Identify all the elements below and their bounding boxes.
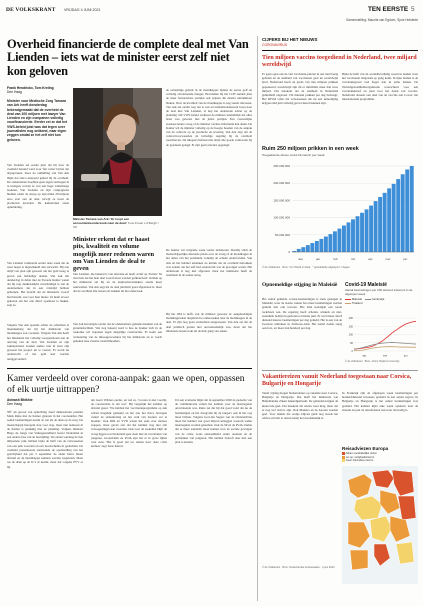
y-tick-label: 100 [348,333,353,337]
section-name: TEN EERSTE [368,6,409,13]
bar [392,184,396,252]
europe-map [342,466,418,584]
map-source: © de Volkskrant · Bron: Nederlandse Ambassades · 4 juni 2021 [262,566,335,569]
vaccine-chart-subtitle: Toegediende doses covid-19-vaccin per week [262,153,325,157]
corona-body-b: Bijna de helft van de wereldbevolking woont in landen waar het vaccineren langzaam op gang komt. In rijke landen is de vaccinatiegraad veel hoger dan in arme landen. De Wereldgezondheidsorganisatie waarschuwt voor een vaccinatiekloof en pleit voor het delen van vaccins. Nederland doneert een deel van de vaccins aan Covax, het internationale programma. [342,72,418,102]
lead-body-1: Van Lienden zei eerder juist dat hij door de overheid betaald werd voor 'fair value' bij het dat afgesproken. Door de onthulling van Van Ark blijkt dat risico uiteraard geheel bij de overheid. De ondernemers hoefden geen eigen vermogen in te brengen, terwijl ze wel een hoge winstmarge boekten. Van Lienden en zijn compagnons hielden onder de streep op zijn minst 28 miljoen euro over aan de deal, terwijl ze nooit de producten leverden. De kamerleden eisen opheldering. [7,163,69,210]
bar [410,166,414,252]
photo-caption-credit: Foto Freek v.d Bergh / VK [73,220,159,229]
lead-col3-body-3: Bij het OM is hoffs van de minister geweest de aangekondigde mondkapjesdeal uitgebreid te onderzoeken naar de mondkapjes in de deal. Er zijn nog geen verdachten aangewezen. Van Ark zei dat de deal juridisch gezien niet onoverkomelijk was, maar dat het ministerie lessen trekt uit de hele gang van zaken. [166,312,252,333]
bar [310,243,314,252]
x-tick-label: mei [382,354,388,358]
bottom-headline: Kamer verdeeld over corona-aanpak: gaan we open, oppassen of elk uurtje uittrappen? [7,373,245,395]
credits: Samenstelling: Maurits van Egdom, Sjors Hofstede [346,18,418,22]
bar [319,239,323,252]
lead-body-4: Van Lienden, die bekend is van televisie en heeft actief op Twitter: 'Ik vind niet dat het hele deal vooraf moet worden gefinancierd'. Kritiek op het ministerie zal hij en de kapitaalverstrekkers steeds meer aanzwellen. Van Ark zegt dat de deal juridisch goed afgesloten is, maar dat de overheid alle lessen zal trekken uit het onderzoek. [73,272,162,293]
legend-maleisie: Maleisië [351,297,363,302]
bar [315,241,319,252]
vaccine-bar-chart [262,162,418,264]
malaysia-body: Het aantal gemelde corona-besmettingen is sterk gestegen in Maleisië, waar de laatste weken fors meer besmettingen werden gemeld dan ooit tevoren. Het land kondigde een totale lockdown aan. De regering heeft scholen, winkels en niet-essentiële bedrijven gesloten tot medio juni. Er werd meer dan 8 duizend nieuwe besmettingen per dag gemeld. Het is een van de zwaarste uitbraken in Zuidoost-Azië. Het aantal doden steeg ook fors, tot meer dan honderd per dag. [262,297,342,331]
bar [387,188,391,252]
y-tick-label: 100.000.000 [273,215,290,220]
x-tick-label: mrt [350,257,356,261]
lead-col3-body-2: De Kamer wil volgende week verder debatteren. Daarbij vindt de maatschappelijke discussie plaats over de vraag of de mondkapjes in het debat van het parlement volledig de schade ondervonden. Van Ark en het kabinet erkennen de kritiek dat de overheid betrokken was zonder dat het zelf had onderzocht wat de gevolgen waren. Het onderzoek is nog niet afgerond, maar het ministerie heeft de resultaten in de zomer terug. [166,248,252,278]
map-swatch-red [342,452,345,455]
lead-intro: Minister voor Medische Zorg Tamara van Ark heeft donderdag bekendgemaakt dat de overheid de deal van 100 miljoen met lawyer Van Lienden en zijn companen volledig voorfinancierde. Eerder zei ze dat het VWS-beleid juist was dat tegen over journalisten nog ontkend, naar eigen zeggen omdat ze het zelf niet kon geloven. [7,99,68,142]
paper-date: VRIJDAG 4 JUNI 2021 [64,8,101,12]
corona-rule [262,50,418,51]
y-tick-label: 150.000.000 [273,198,290,203]
legend-thailand: Thailand [351,301,363,306]
map-swatch-yellow [342,459,345,462]
x-tick-label: apr [368,257,373,261]
map-legend-orange: Let op: veiligheidsrisico's [345,455,375,459]
bottom-place: Den Haag [7,402,22,407]
y-tick-label: 250.000.000 [273,164,290,168]
malaysia-legend [345,297,418,305]
x-tick-label: jun [403,354,408,358]
malaysia-chart [345,282,418,366]
lead-body-3: Volgens Van Ark speelde achter de schermen al maandenlang dat hij het ministerie van mondkapjes zou voorzien. Volgens Van Ark heeft het ministerie het volledig voorgeschoten aan de omvang van de deal. Van Lienden en zijn zakenpartners zouden anders niet in staat zijn geweest het project uit te voeren. Er wordt nu onderzocht of het geld kan worden teruggevorderd. [7,323,69,361]
bottom-col3: Uit een evaluatie blijkt dat in september 2020 de gedeelte van de communicatie vanuit het kabinet over de maatregelen onvoldoende was. Rutte zei dat hij dat goed vond dat nu de beslissingen en het draagvlak bij de burgers ook in het oog moet blijven. Volgens Gert-Jan Segers van de ChristenUnie moet het kabinet wel goed blijven uitleggen waarom welke maatregelen worden genomen. Ook de SP en de PvdA vinden dat er meer aandacht moet komen voor de sociale gevolgen van de crisis, zoals eenzaamheid onder ouderen en de problemen van jongeren. Het kabinet belooft daar met een plan te komen. [175,398,252,445]
bar [383,193,387,252]
malaysia-chart-subtitle: Aantal besmettingen per 100 duizend inwoners in de afgelopen week [345,288,413,296]
map-legend-red: Alleen noodzakelijke reizen [345,452,378,456]
x-tick-label: mei [385,257,391,261]
lead-headline: Overheid financierde de complete deal met Van Lienden – iets wat de minister eerst zelf niet kon geloven [7,37,249,78]
bar [405,169,409,252]
vacation-rule [262,370,418,371]
photo-caption-title: Minister Tamara van Ark: 'Er loopt een accountantsonderzoek naar de deal.' [73,217,130,225]
bar [378,197,382,252]
photo-caption [73,218,162,230]
bottom-col1: 'Pff' als gevoel van opluchting dreef demissionair premier Mark Rutte met de Kamer gisteren in het coronadebat. Het aantal besmettingen neemt af, net als de druk op de zorg. De maatschappij heropent stap voor stap, maar niet iedereen in de Kamer is gelukkig met de planning. Volgens minister Hugo de Jonge van Volksgezondheid bouwt Nederland in een andere fase van de bestrijding. We zetten vandaag de tien miljoenste prik, hebben bijna de helft van de volwassenen van een prik voorzien en een boostschema in gedachten. De overheid presenteerde aanstaande de openstelling van het gastvrijheid dat per 5 september de ander halve meter afstand en de mondkapjes kunnen worden losgelaten. Maar toe de druk op de IC's af neemt, moet dat volgens PVV er bij. [7,410,83,469]
x-tick-label: dec [298,257,304,261]
bar [347,222,351,252]
lead-place: Den Haag [7,90,22,95]
bar [301,247,305,252]
minister-photo-art [73,88,162,216]
lead-col3-body-1: de eenzeldige gebrek in de mondkapjes tijdens de eerste golf en volledig onvoldoende marges. Bovendien bij het LCH stelden juist de meer betrouwbare partijen ook prijzen die daarna onbruikbaar bleken. Over de kwaliteit van de mondkapjes is nog steeds discussie. Van Ark zei eerder nog dat er een accountantsonderzoek loopt naar de deal met Van Lienden, al liep het onderzoek achter op de planning. Dit VWS-beleid verklaart de minister uiteindelijk dat alles beter was geweest met de juiste partijen. Een vrouwelijke staatssecretaris vroeg of de minister verdere informatie kan delen. De Kamer wil de minister volledig op de hoogte houden van de aanpak van de controle op de productie en levering. Van Ark zegt dat de contractvoorwaarden de volledige regeling bij de overheid toeschreven. De inkopers hebben niet altijd alle goede contracten bij de goederen gelegd. Er zijn geen sancties opgelegd. [166,88,252,147]
lead-authors: Frank Hendrickx, Tom Kreling [7,86,54,90]
page-number: 5 [411,6,415,13]
corona-body-a: Er gaan ogen een de viel vaccinatie-piloten in ons land bezig gebeten en de snelheid van vaccineren gaat nu wereldwijd hard. Nederland heeft de grens van tien miljoen prikken gepasseerd, wereldwijd zijn dit er inmiddels meer dan twee miljard. Dat betekent dat de snelheid in Nederland gemiddeld ongeveer 150 duizend prikken per dag bedraagt. Het RIVM schat dat volwassenen die nu een uitnodiging krijgen eind juni volledig gevaccineerd kunnen zijn. [262,72,338,106]
bottom-byline [7,398,77,406]
corona-headline: Tien miljoen vaccins toegediend in Nederland, twee miljard wereldwijd [262,55,417,68]
paper-name: DE VOLKSKRANT [6,7,56,13]
malaysia-chart-title: Covid-19 Maleisië [345,282,387,288]
legend-swatch-maleisie [345,299,351,300]
corona-kicker [262,37,418,47]
legend-swatch-cambodja [365,299,371,300]
vacation-headline: Vakantiereizen vanuit Nederland toegestaan naar Corsica, Bulgarije en Hongarije [262,374,412,387]
bar [342,226,346,252]
minister-photo [73,88,162,216]
bar [374,201,378,252]
pull-quote: Minister erkent dat er haast pits, kwaliteit en volume mogelijk meer redenen waren om Van Lienden de deal te geven [73,236,155,273]
bar [351,219,355,252]
bar [328,234,332,252]
bar [337,229,341,252]
x-tick-label: jan [316,257,321,261]
bar [324,237,328,252]
vaccine-chart-source: © de Volkskrant · Bron: Our World in Data · * gemiddelde afgelopen 7 dagen [262,266,350,269]
column-divider [257,36,258,601]
bar [365,209,369,252]
vacation-body-a: Vanaf vrijdag mogen Nederlanders op vakantie naar Corsica, Bulgarije en Hongarije. Dat heeft het ministerie van Buitenlandse Zaken bekendgemaakt. De gebieden krijgen de kleurcode geel. Dat betekent dat reizen weer mag, maar dat er nog wel risico's zijn. Ook Madeira en de Azoren worden geel. Voor landen die oranje blijven geldt nog steeds het advies om niet te reizen tenzij het noodzakelijk is. [262,391,338,421]
travel-map-title: Reisadviezen Europa [342,446,389,451]
malaysia-chart-source: © de Volkskrant · Bron: Johns Hopkins University [345,360,400,363]
legend-swatch-thailand [345,303,351,304]
travel-map [342,446,418,596]
x-tick-label: apr [362,354,367,358]
vaccine-chart [262,146,418,274]
malaysia-line-chart [345,316,418,358]
x-tick-label: jun [403,257,408,261]
y-tick-label: 50 [350,341,353,345]
bar [401,174,405,252]
corona-kicker-sub: CORONAVIRUS [262,43,287,47]
bottom-author: Avinash Bhikhie [7,398,33,402]
bar [360,213,364,252]
y-tick-label: 150 [348,325,353,329]
travel-map-legend [342,452,418,463]
y-tick-label: 0 [351,350,353,353]
bottom-col2: der Geert Wilders eerder, en wel zo. 'Corona is niet voorbij, de coronacrisis is dat wel.' Hij vergelijkt het kabinet op afstand gezet. 'We hebben het vaccinatieprogramma op één schaal mogelijk gemaakt en het zou het risico bewegen vanuit de samenleving en het volk van bestuur ver te houden.' Ook D66 en VVD waren het eens over nieuwe stappen, maar gaven aan dat het kabinet nog niet alle versoepelingen kan overzien. Ook voor de toekomst blijft de vraag liggen wat Nederland gaat doen met de vaccinaties van jongeren. GroenLinks en PvdA zijn het er in grote lijnen over eens. 'Het is goed dat we samen door deze crisis komen,' zegt Jesse Klaver. [91,398,167,449]
vaccine-chart-title: Ruim 250 miljoen prikken in een week [262,146,359,152]
bar [306,245,310,252]
y-tick-label: 200.000.000 [273,181,290,186]
masthead [6,6,418,18]
bar [297,249,301,252]
map-legend-yellow: Geen bijzondere risico's [345,459,374,463]
malaysia-headline: Opnemeldige stijging in Maleisië [262,282,338,288]
bar [369,206,373,252]
x-tick-label: feb [333,257,338,261]
vacation-body-b: In Frankrijk zijn de afgelopen week besmettingen per honderdduizend inwoners gedaald in een aantal regio's. In Bulgarije en Hongarije is het aantal besmettingen fors gedaald. Het kabinet kijkt elke week opnieuw naar de situatie en past de reisadviezen aan waar dat nodig is. [342,391,418,412]
bar [396,179,400,252]
y-tick-label: 0 [288,250,290,254]
lead-byline [7,86,71,94]
lead-body-5: Van Ark bevestigde verder dat de ondernemers gebruik maakten van de garantiefaciliteit. Wat nog bekend werd is hoe de Kamer zich in de toekomst wil wapenen tegen dergelijke constructies. Er komt een verbetering van de inkoopprocedures bij het ministerie en er wordt gekeken naar externe toezichthouders. [73,322,162,343]
bar [356,216,360,252]
lead-body-2: Van Lienden verklaarde eerder deze week dat de weer hoger is ingewikkeld dan verwacht. Hij zou altijd van plan zijn geweest om het geld terug te geven aan liefdadige doelen. Van Ark liet donderdag in debat met de Tweede Kamer weten dat hij nog dankbaarheid verschuldigd is aan de ondernemers die in een crisistijd hebben geholpen. Het bericht dat de ministerie vooraf had betaald, was voor haar nieuw. Ze heeft ervoor gekozen om het ook direct openbaar te maken, zegt ze. [7,261,69,308]
bottom-rule [7,368,252,369]
legend-cambodja: Cambodja [371,297,385,302]
series-line-maleisië [354,321,416,349]
corona-kicker-label: CIJFERS BIJ HET NIEUWS [262,37,318,42]
y-tick-label: 200 [348,317,353,320]
y-tick-label: 50.000.000 [274,232,290,237]
bar [333,231,337,252]
